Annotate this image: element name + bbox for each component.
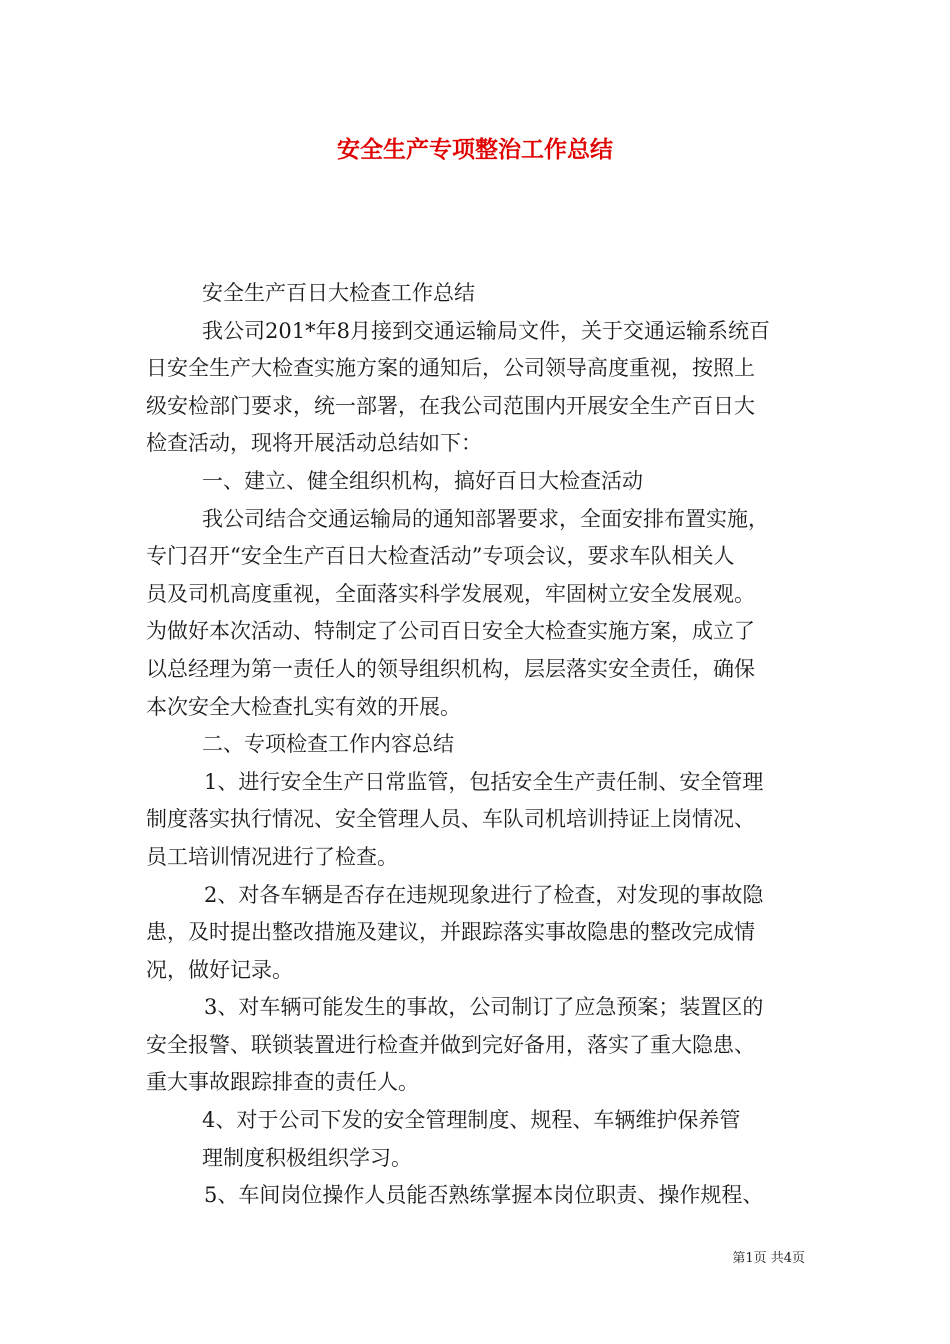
section-heading: 一、建立、健全组织机构，搞好百日大检查活动 [202,468,643,493]
list-item-line: 重大事故跟踪排查的责任人。 [146,1070,419,1095]
paragraph-line: 我公司结合交通运输局的通知部署要求，全面安排布置实施， [202,506,769,531]
paragraph-line: 日安全生产大检查实施方案的通知后，公司领导高度重视，按照上 [146,356,755,381]
paragraph-line: 为做好本次活动、特制定了公司百日安全大检查实施方案，成立了 [146,619,755,644]
list-item-line: 理制度积极组织学习。 [202,1145,412,1170]
list-item-line: 安全报警、联锁装置进行检查并做到完好备用，落实了重大隐患、 [146,1032,755,1057]
list-item-line: 员工培训情况进行了检查。 [146,844,398,869]
paragraph-line: 专门召开“安全生产百日大检查活动”专项会议，要求车队相关人 [146,544,735,569]
paragraph-line: 员及司机高度重视，全面落实科学发展观，牢固树立安全发展观。 [146,581,755,606]
list-item-line: 4、对于公司下发的安全管理制度、规程、车辆维护保养管 [202,1108,741,1133]
list-item-line: 1、进行安全生产日常监管，包括安全生产责任制、安全管理 [204,769,764,794]
list-item-line: 5、车间岗位操作人员能否熟练掌握本岗位职责、操作规程、 [204,1183,764,1208]
list-item-line: 制度落实执行情况、安全管理人员、车队司机培训持证上岗情况、 [146,807,755,832]
list-item-line: 患，及时提出整改措施及建议，并跟踪落实事故隐患的整改完成情 [146,920,755,945]
paragraph-line: 检查活动，现将开展活动总结如下： [146,431,482,456]
document-title: 安全生产专项整治工作总结 [337,136,613,163]
document-body [146,275,810,1215]
paragraph-line: 我公司201*年8月接到交通运输局文件，关于交通运输系统百 [202,318,770,343]
paragraph-line: 本次安全大检查扎实有效的开展。 [146,694,461,719]
section-heading: 安全生产百日大检查工作总结 [202,281,475,305]
list-item-line: 3、对车辆可能发生的事故，公司制订了应急预案；装置区的 [204,995,764,1020]
paragraph-line: 级安检部门要求，统一部署，在我公司范围内开展安全生产百日大 [146,393,755,418]
page-number: 第1页 共4页 [732,1251,805,1266]
list-item-line: 2、对各车辆是否存在违规现象进行了检查，对发现的事故隐 [204,882,764,907]
list-item-line: 况，做好记录。 [146,957,293,982]
paragraph-line: 以总经理为第一责任人的领导组织机构，层层落实安全责任，确保 [146,656,755,681]
section-heading: 二、专项检查工作内容总结 [202,732,454,757]
